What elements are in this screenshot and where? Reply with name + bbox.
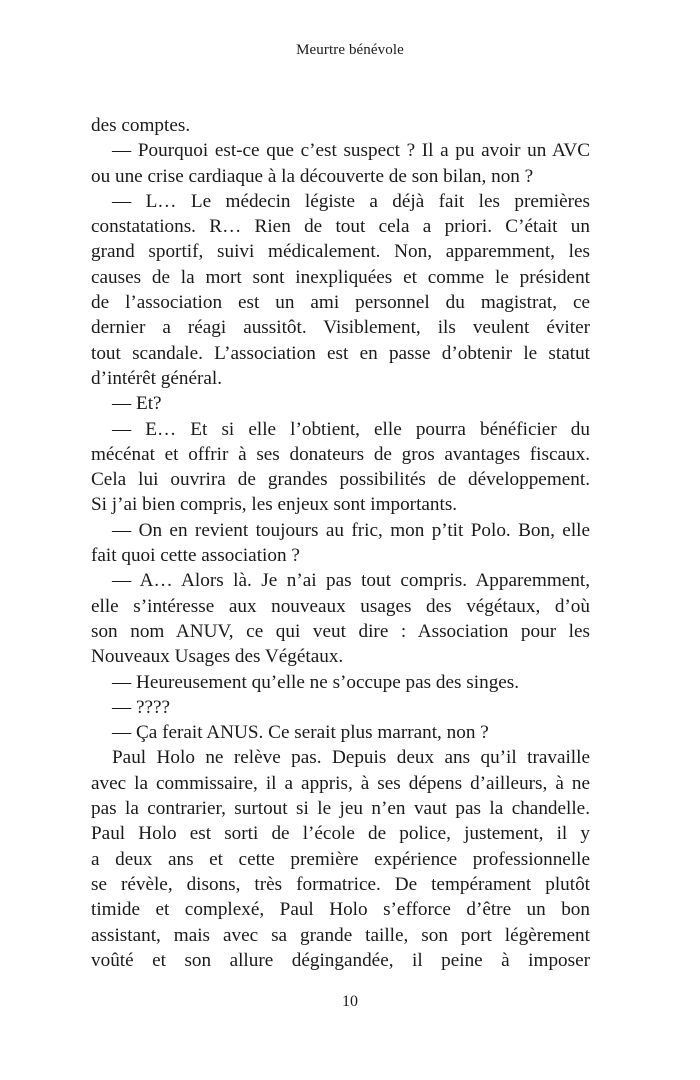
text-line: Si j’ai bien compris, les enjeux sont importants. xyxy=(91,494,458,516)
text-line: grand sportif, suivi médicalement. Non, apparemment, les xyxy=(91,241,590,263)
text-line: — L… Le médecin légiste a déjà fait les premières xyxy=(112,190,590,212)
text-line: timide et complexé, Paul Holo s’efforce d’être un bon xyxy=(91,899,590,921)
text-line: pas la contrarier, surtout si le jeu n’en vaut pas la chandelle. xyxy=(91,798,590,820)
text-line: — On en revient toujours au fric, mon p’tit Polo. Bon, elle xyxy=(112,519,590,541)
text-line: — Pourquoi est-ce que c’est suspect ? Il a pu avoir un AVC xyxy=(112,140,590,162)
text-line: fait quoi cette association ? xyxy=(91,545,300,567)
text-line: constatations. R… Rien de tout cela a priori. C’était un xyxy=(91,216,590,238)
text-line: — Heureusement qu’elle ne s’occupe pas des singes. xyxy=(112,671,520,693)
text-line: — A… Alors là. Je n’ai pas tout compris. Apparemment, xyxy=(112,570,590,592)
text-line: d’intérêt général. xyxy=(91,367,223,389)
text-line: Paul Holo ne relève pas. Depuis deux ans qu’il travaille xyxy=(112,747,590,769)
text-line: tout scandale. L’association est en passe d’obtenir le statut xyxy=(91,342,590,364)
text-line: voûté et son allure dégingandée, il peine à imposer xyxy=(91,949,590,971)
text-line: de l’association est un ami personnel du magistrat, ce xyxy=(91,292,590,314)
text-line: son nom ANUV, ce qui veut dire : Association pour les xyxy=(91,620,590,642)
text-line: a deux ans et cette première expérience professionnelle xyxy=(91,848,590,870)
page-body xyxy=(91,113,590,973)
text-line: mécénat et offrir à ses donateurs de gros avantages fiscaux. xyxy=(91,443,590,465)
text-line: Cela lui ouvrira de grandes possibilités de développement. xyxy=(91,469,590,491)
text-line: — Ça ferait ANUS. Ce serait plus marrant, non ? xyxy=(112,722,489,744)
text-line: Nouveaux Usages des Végétaux. xyxy=(91,646,344,668)
text-line: causes de la mort sont inexpliquées et comme le président xyxy=(91,266,590,288)
text-line: assistant, mais avec sa grande taille, son port légèrement xyxy=(91,924,590,946)
text-line: dernier a réagi aussitôt. Visiblement, ils veulent éviter xyxy=(91,317,590,339)
text-line: — E… Et si elle l’obtient, elle pourra bénéficier du xyxy=(112,418,590,440)
text-line: — ???? xyxy=(112,696,171,718)
text-line: elle s’intéresse aux nouveaux usages des végétaux, d’où xyxy=(91,595,590,617)
page-number: 10 xyxy=(342,993,358,1010)
text-line: ou une crise cardiaque à la découverte de son bilan, non ? xyxy=(91,165,534,187)
text-line: des comptes. xyxy=(91,115,191,136)
running-title: Meurtre bénévole xyxy=(296,42,404,58)
text-line: avec la commissaire, il a appris, à ses dépens d’ailleurs, à ne xyxy=(91,772,590,794)
text-line: se révèle, disons, très formatrice. De tempérament plutôt xyxy=(91,873,590,895)
text-line: — Et? xyxy=(112,393,162,415)
text-line: Paul Holo est sorti de l’école de police, justement, il y xyxy=(91,823,590,845)
